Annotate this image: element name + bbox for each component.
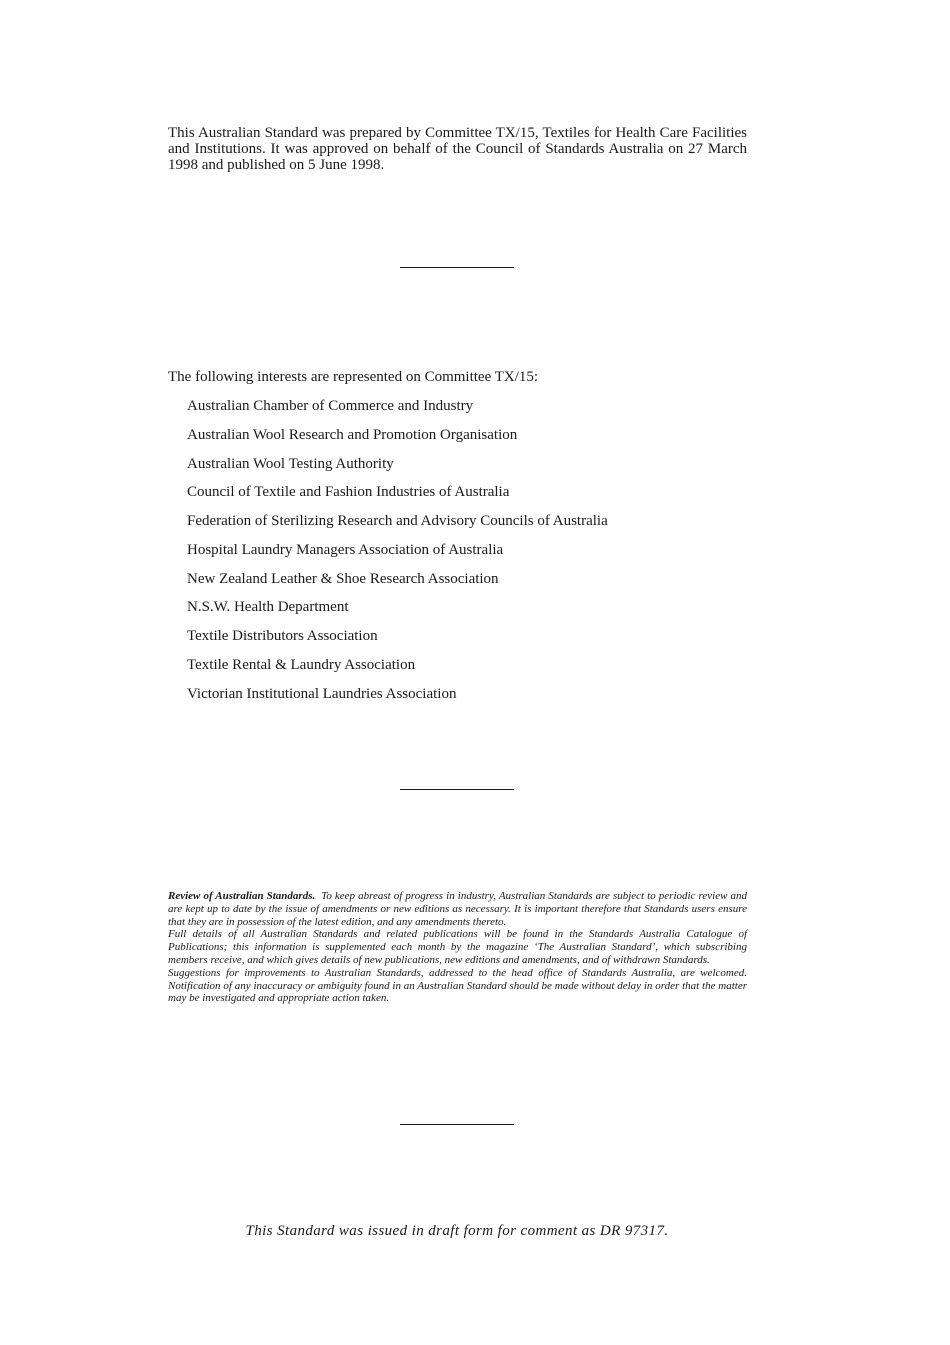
list-item: Textile Distributors Association	[187, 628, 378, 644]
review-paragraph: Suggestions for improvements to Australian Standards, addressed to the head office of Standards Australia, are welcomed. Notification of any inaccuracy or ambiguity found in an Australian Standard should be made without delay in order that the matter may be investigated and appropriate action taken.	[168, 966, 747, 1005]
review-paragraph: Full details of all Australian Standards and related publications will be found in the Standards Australia Catalogue of Publications; this information is supplemented each month by the magazine ‘The Australian Standard’, which subscribing members receive, and which gives details of new publications, new editions and amendments, and of withdrawn Standards.	[168, 928, 747, 966]
list-item: Federation of Sterilizing Research and Advisory Councils of Australia	[187, 513, 608, 529]
interests-heading: The following interests are represented on Committee TX/15:	[168, 369, 539, 385]
review-notice	[168, 890, 747, 1005]
interests-list	[187, 397, 608, 713]
list-item: New Zealand Leather & Shoe Research Association	[187, 570, 499, 587]
review-paragraph	[168, 890, 747, 928]
review-text: To keep abreast of progress in industry, Australian Standards are subject to periodic review and are kept up to date by the issue of amendments or new editions as necessary. It is important therefore that Standards users ensure that they are in possession of the latest edition, and any amendments thereto.	[168, 890, 747, 928]
list-item: N.S.W. Health Department	[187, 599, 349, 616]
list-item: Textile Rental & Laundry Association	[187, 656, 416, 673]
list-item: Australian Chamber of Commerce and Industry	[187, 398, 474, 414]
list-item: Council of Textile and Fashion Industries of Australia	[187, 484, 510, 501]
list-item: Australian Wool Research and Promotion Organisation	[187, 426, 518, 443]
list-item: Australian Wool Testing Authority	[187, 455, 394, 472]
section-divider	[400, 789, 514, 790]
list-item: Victorian Institutional Laundries Association	[187, 685, 457, 702]
review-title: Review of Australian Standards.	[168, 890, 316, 902]
section-divider	[400, 267, 514, 268]
draft-note: This Standard was issued in draft form for comment as DR 97317.	[245, 1223, 669, 1239]
list-item: Hospital Laundry Managers Association of Australia	[187, 541, 504, 558]
preparation-statement: This Australian Standard was prepared by Committee TX/15, Textiles for Health Care Facilities and Institutions. It was approved on behalf of the Council of Standards Australia on 27 March 1998 and published on 5 June 1998.	[168, 125, 747, 173]
section-divider	[400, 1124, 514, 1125]
